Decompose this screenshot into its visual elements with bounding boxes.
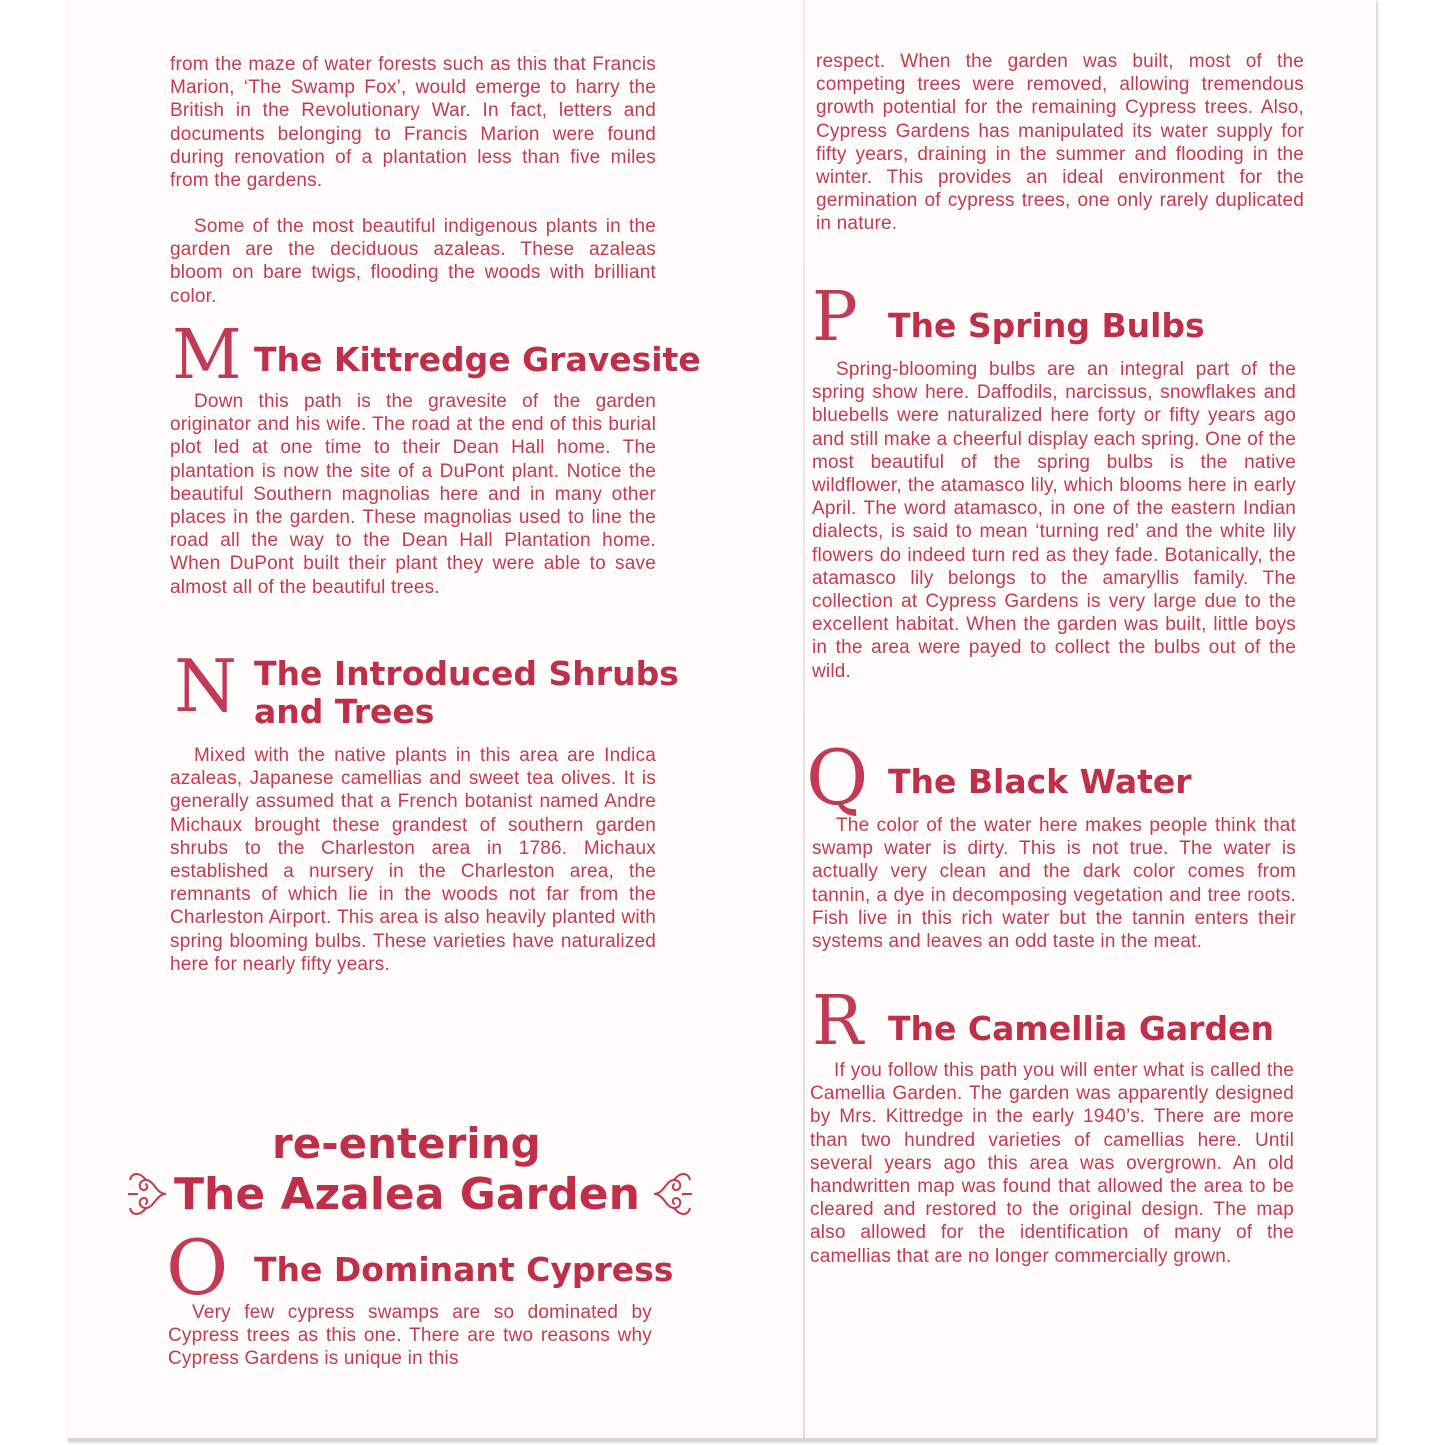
section-n-title-line1: The Introduced Shrubs bbox=[254, 654, 679, 693]
section-r-body: If you follow this path you will enter what is called the Camellia Garden. The garden was apparently designed by Mrs. Kittredge in the early 1940’s. There are more than two hundred varieties of camellias here. Until several years ago this area was overgrown. An old handwritten map was found that allowed the area to be cleared and restored to the original design. The map also allowed for the identification of many of the camellias that are no longer commercially grown. bbox=[810, 1060, 1294, 1267]
section-p-initial: P bbox=[812, 278, 858, 357]
section-o-initial: O bbox=[166, 1223, 229, 1312]
section-n-body: Mixed with the native plants in this area are Indica azaleas, Japanese camellias and sweet tea olives. It is generally assumed that a French botanist named Andre Michaux brought these grandest of southern garden shrubs to the Charleston area in 1786. Michaux established a nursery in the Charleston area, the remnants of which lie in the woods not far from the Charleston Airport. This area is also heavily planted with spring blooming bulbs. These varieties have naturalized here for nearly fifty years. bbox=[170, 745, 656, 975]
section-p-body: Spring-blooming bulbs are an integral part of the spring show here. Daffodils, narcissus, snowflakes and bluebells were naturalized here forty or fifty years ago and still make a cheerful display each spring. One of the most beautiful of the spring bulbs is the native wildflower, the atamasco lily, which blooms here in early April. The word atamasco, in one of the eastern Indian dialects, is said to mean ‘turning red’ and the white lily flowers do indeed turn red as they fade. Botanically, the atamasco lily belongs to the amaryllis family. The collection at Cypress Gardens is very large due to the excellent habitat. When the garden was built, little boys in the area were payed to collect the bulbs out of the wild. bbox=[812, 359, 1296, 682]
section-q-body: The color of the water here makes people think that swamp water is dirty. This is not true. The water is actually very clean and the dark color comes from tannin, a dye in decomposing vegetation and tree roots. Fish live in this rich water but the tannin enters their systems and leaves an odd taste in the meat. bbox=[812, 815, 1296, 953]
section-o-title: The Dominant Cypress bbox=[254, 1250, 674, 1289]
left-flourish-ornament bbox=[126, 1166, 168, 1222]
section-p-title: The Spring Bulbs bbox=[888, 306, 1205, 345]
center-fold bbox=[803, 0, 805, 1438]
reentering-heading-line1: re-entering bbox=[272, 1119, 541, 1168]
continued-paragraph: respect. When the garden was built, most of the competing trees were removed, allowing tremendous growth potential for the remaining Cypress trees. Also, Cypress Gardens has manipulated its water supply for fifty years, draining in the summer and flooding in the winter. This provides an ideal environment for the germination of cypress trees, one only rarely duplicated in nature. bbox=[816, 51, 1304, 235]
section-m-initial: M bbox=[172, 316, 242, 395]
section-m-body: Down this path is the gravesite of the garden originator and his wife. The road at the end of this burial plot led at one time to their Dean Hall home. The plantation is now the site of a DuPont plant. Notice the beautiful Southern magnolias here and in many other places in the garden. These magnolias used to line the road all the way to the Dean Hall Plantation home. When DuPont built their plant they were able to save almost all of the beautiful trees. bbox=[170, 391, 656, 598]
reentering-heading-line2: The Azalea Garden bbox=[174, 1169, 640, 1220]
intro-paragraph: from the maze of water forests such as this that Francis Marion, ‘The Swamp Fox’, would emerge to harry the British in the Revolutionary War. In fact, letters and documents belonging to Francis Marion were found during renovation of a plantation less than five miles from the gardens. bbox=[170, 54, 656, 192]
section-n-initial: N bbox=[174, 644, 237, 728]
section-m-title: The Kittredge Gravesite bbox=[254, 340, 701, 379]
right-flourish-ornament bbox=[652, 1166, 694, 1222]
section-o-body: Very few cypress swamps are so dominated by Cypress trees as this one. There are two reasons why Cypress Gardens is unique in this bbox=[168, 1302, 652, 1370]
section-r-initial: R bbox=[812, 982, 864, 1061]
section-n-title-line2: and Trees bbox=[254, 692, 435, 731]
azalea-paragraph: Some of the most beautiful indigenous plants in the garden are the deciduous azaleas. These azaleas bloom on bare twigs, flooding the woods with brilliant color. bbox=[170, 216, 656, 307]
section-q-title: The Black Water bbox=[888, 762, 1192, 801]
section-r-title: The Camellia Garden bbox=[888, 1009, 1274, 1048]
section-q-initial: Q bbox=[806, 733, 869, 822]
